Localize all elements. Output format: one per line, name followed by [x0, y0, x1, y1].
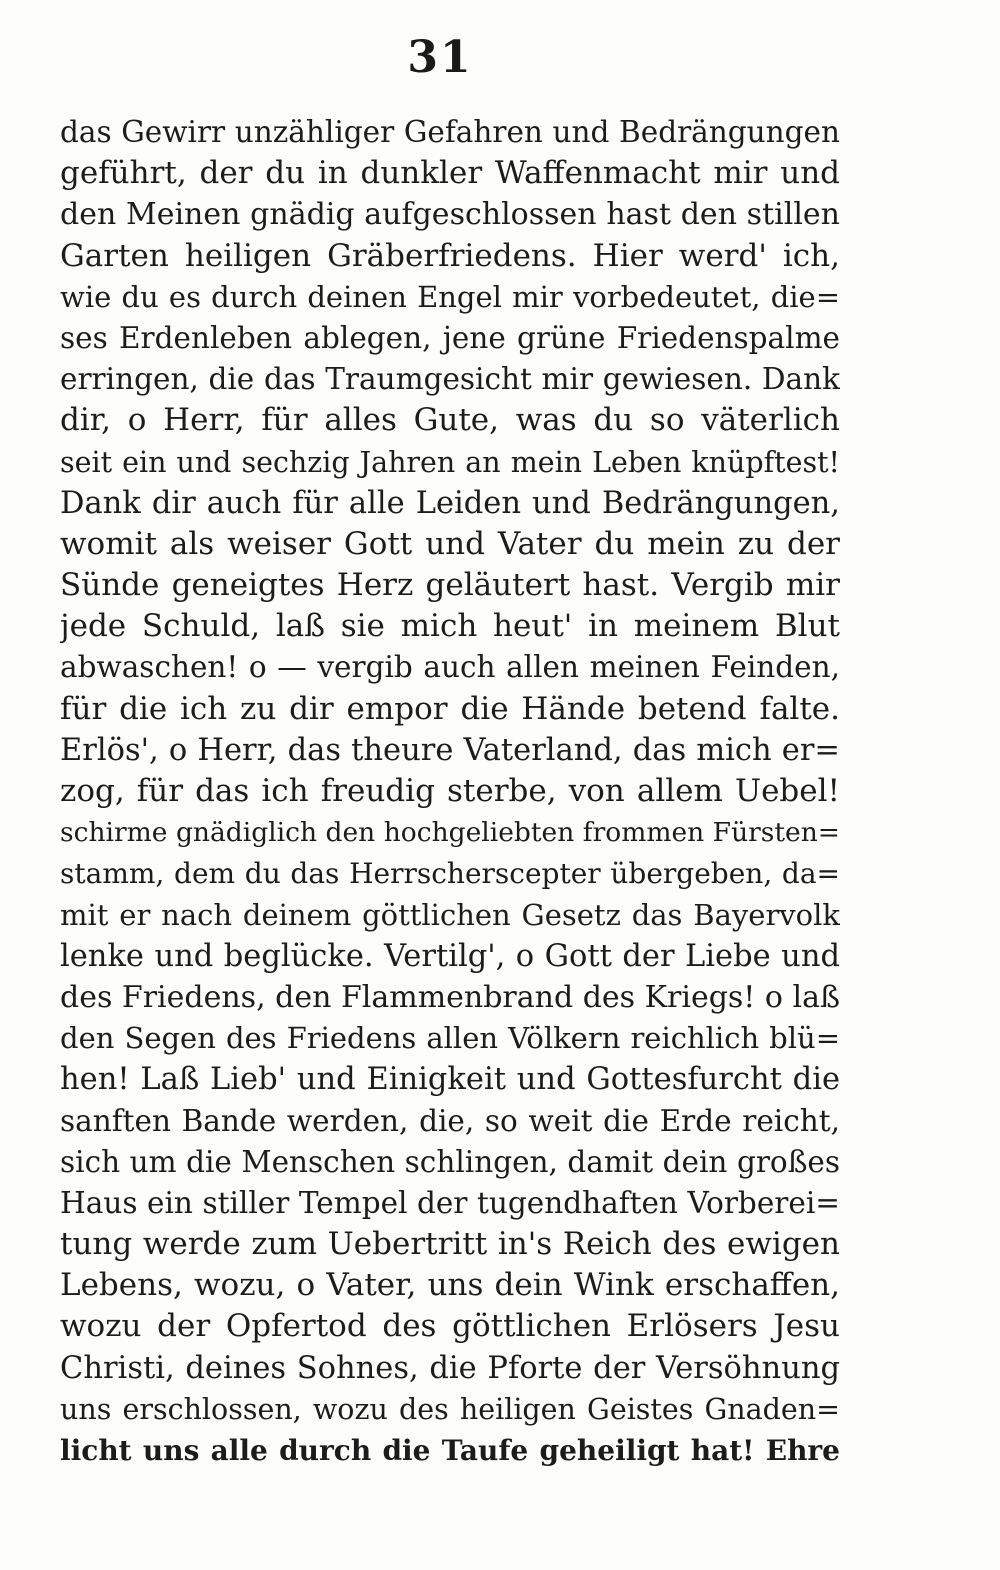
page-number: 31 [407, 32, 473, 83]
text-line: seit ein und sechzig Jahren an mein Leben knüpftest! [60, 445, 840, 479]
text-line: des Friedens, den Flammenbrand des Kriegs! o laß [60, 979, 840, 1015]
text-line: den Meinen gnädig aufgeschlossen hast den stillen [60, 197, 840, 233]
text-line: tung werde zum Uebertritt in's Reich des ewigen [60, 1226, 840, 1263]
text-line: dir, o Herr, für alles Gute, was du so väterlich [60, 402, 840, 439]
text-line: uns erschlossen, wozu des heiligen Geistes Gnaden= [60, 1392, 840, 1426]
text-line: stamm, dem du das Herrscherscepter übergeben, da= [60, 857, 840, 891]
text-line: Garten heiligen Gräberfriedens. Hier werd' ich, [60, 237, 840, 274]
text-line: sanften Bande werden, die, so weit die Erde reicht, [60, 1103, 840, 1138]
text-line: zog, für das ich freudig sterbe, von allem Uebel! [60, 773, 840, 809]
text-line: abwaschen! o — vergib auch allen meinen Feinden, [60, 650, 840, 685]
text-line: wozu der Opfertod des göttlichen Erlösers Jesu [60, 1308, 840, 1345]
text-line: für die ich zu dir empor die Hände betend falte. [60, 690, 840, 727]
text-line: schirme gnädiglich den hochgeliebten frommen Fürsten= [60, 817, 840, 849]
text-line: Dank dir auch für alle Leiden und Bedrängungen, [60, 485, 840, 521]
text-line: Sünde geneigtes Herz geläutert hast. Vergib mir [60, 567, 840, 604]
text-line: lenke und beglücke. Vertilg', o Gott der Liebe und [60, 938, 840, 974]
text-line: erringen, die das Traumgesicht mir gewiesen. Dank [60, 362, 840, 397]
text-line: hen! Laß Lieb' und Einigkeit und Gottesfurcht die [60, 1062, 840, 1098]
text-line: Erlös', o Herr, das theure Vaterland, das mich er= [60, 732, 840, 768]
text-line: womit als weiser Gott und Vater du mein zu der [60, 525, 840, 562]
text-line: ses Erdenleben ablegen, jene grüne Friedenspalme [60, 320, 840, 355]
text-line: licht uns alle durch die Taufe geheiligt hat! Ehre [60, 1434, 840, 1467]
text-line: den Segen des Friedens allen Völkern reichlich blü= [60, 1021, 840, 1056]
text-line: geführt, der du in dunkler Waffenmacht mir und [60, 155, 840, 192]
text-line: Lebens, wozu, o Vater, uns dein Wink erschaffen, [60, 1267, 840, 1304]
text-line: Christi, deines Sohnes, die Pforte der Versöhnung [60, 1350, 840, 1386]
text-line: sich um die Menschen schlingen, damit dein großes [60, 1144, 840, 1179]
text-line: mit er nach deinem göttlichen Gesetz das Bayervolk [60, 897, 840, 932]
body-text [60, 112, 840, 1471]
text-line: das Gewirr unzähliger Gefahren und Bedrängungen [60, 115, 840, 149]
text-line: jede Schuld, laß sie mich heut' in meinem Blut [60, 608, 840, 645]
text-line: wie du es durch deinen Engel mir vorbedeutet, die= [60, 279, 840, 314]
text-line: Haus ein stiller Tempel der tugendhaften Vorberei= [60, 1185, 840, 1220]
